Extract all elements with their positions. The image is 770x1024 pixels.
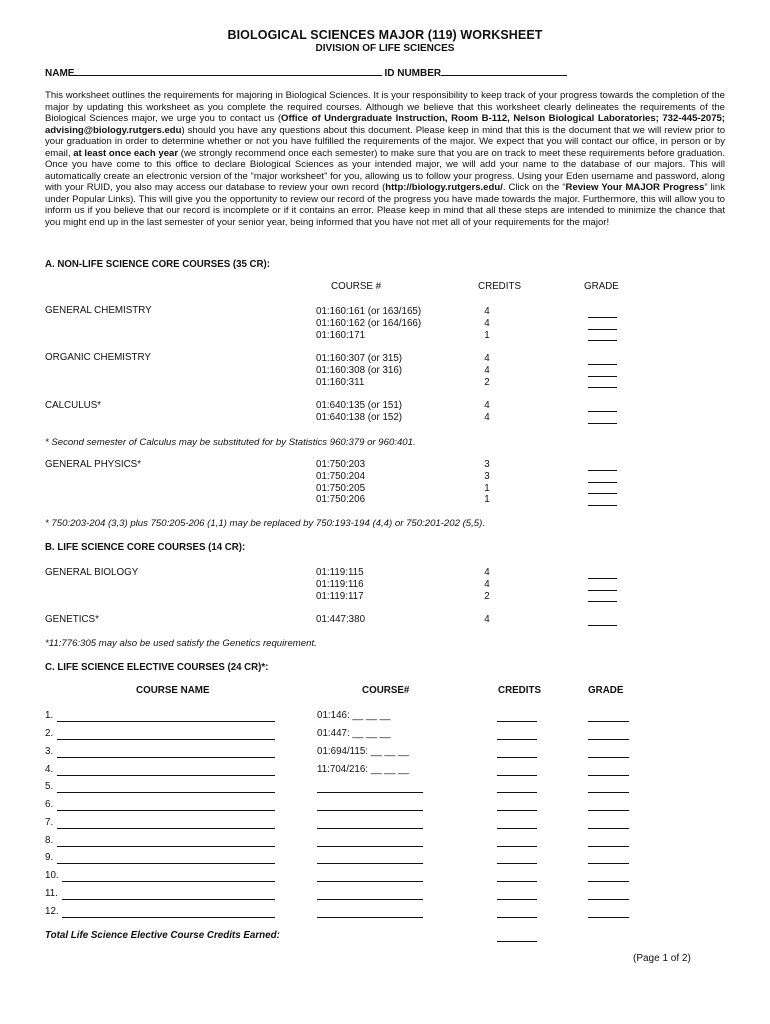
contact-info: Office of Undergraduate Instruction, Room B-112, Nelson Biological Laboratories; 732-445-2075; advising@biology.rutgers.edu [45,113,725,136]
grade-field[interactable] [588,471,617,483]
course-name-field[interactable] [57,817,275,829]
grade-field[interactable] [588,746,629,758]
course-number: 01:750:206 [316,494,366,506]
grade-field[interactable] [588,906,629,918]
elective-row [45,710,685,722]
course-number: 01:119:116 [316,578,364,590]
credits-field[interactable] [497,906,537,918]
intro-text-4: . Click on the “ [502,182,566,194]
course-number-field[interactable] [317,870,423,882]
course-number-field[interactable]: 01:694/115: __ __ __ [317,746,409,757]
course-number: 01:160:307 (or 315) [316,353,403,364]
col-credits-header: CREDITS [498,685,542,696]
intro-text-3: (we strongly recommend once each semester) to make sure that you are on track to meet these requirements before graduation. Once you have come to this office to declare Biological Sciences as your intended major, we will add your name to the database of our majors. This will automatically create an electronic version of the “major worksheet” for you, allowing us to follow your progress. Using your Eden username and password, along with your RUID, you also may access our database to review your own record ( [45,147,726,194]
elective-row [45,852,685,864]
website-link[interactable]: http://biology.rutgers.edu/ [385,182,503,194]
credits-general-chemistry [477,306,497,341]
course-name-field[interactable] [57,710,275,722]
grade-field[interactable] [588,888,629,900]
row-number: 9. [45,852,54,863]
course-number: 01:750:204 [316,470,366,482]
credits-field[interactable] [497,799,537,811]
elective-row [45,799,685,811]
course-number: 01:160:308 (or 316) [316,364,403,376]
total-credits-field[interactable] [497,930,537,942]
total-elective-credits-label: Total Life Science Elective Course Credits Earned: [45,930,280,941]
credit-value: 4 [484,614,490,625]
course-number: 01:160:171 [316,329,366,341]
section-a-title: A. NON-LIFE SCIENCE CORE COURSES (35 CR): [45,259,270,270]
course-group-genetics: GENETICS* [45,614,99,625]
credit-value: 2 [484,590,490,602]
course-number-field[interactable] [317,852,423,864]
grade-field[interactable] [588,835,629,847]
course-number: 01:447:380 [316,614,366,625]
credit-value: 3 [484,459,490,470]
course-name-field[interactable] [62,906,275,918]
credit-value: 1 [484,329,490,341]
course-group-organic-chemistry: ORGANIC CHEMISTRY [45,352,151,363]
course-list-general-chemistry [316,306,421,341]
course-name-field[interactable] [57,852,275,864]
course-group-calculus: CALCULUS* [45,400,102,411]
col-grade-header: GRADE [584,281,619,292]
credit-value: 4 [484,567,490,578]
course-group-general-chemistry: GENERAL CHEMISTRY [45,305,152,316]
grade-field[interactable] [588,318,617,330]
intro-text-5: ” link under Popular Links). This will give you the opportunity to review our record of the progress you have made towards the major. Furthermore, this will allow you to inform us if you believe that our record is incomplete or if it contains an error. Please keep in mind that all these steps are intended to minimize the chance that you might end up in the last semester of your senior year, being informed that you have not met all of your requirements for the major! [45,182,726,229]
grade-field[interactable] [588,728,629,740]
elective-row [45,888,685,900]
course-name-field[interactable] [62,870,275,882]
course-number: 01:640:135 (or 151) [316,400,403,411]
elective-row [45,817,685,829]
grade-field[interactable] [588,870,629,882]
course-number: 01:640:138 (or 152) [316,411,403,423]
grade-field[interactable] [588,306,617,318]
course-number-field[interactable]: 01:146: __ __ __ [317,710,391,721]
grade-fields-calculus [588,400,617,424]
elective-row [45,906,685,918]
course-number-field[interactable] [317,835,423,847]
genetics-footnote: *11:776:305 may also be used satisfy the Genetics requirement. [45,638,317,649]
course-number: 01:119:115 [316,567,364,578]
course-name-field[interactable] [57,728,275,740]
elective-row [45,764,685,776]
course-list-organic-chemistry [316,353,402,388]
row-number: 11. [45,888,58,899]
grade-fields-genetics [588,614,617,626]
credit-value: 1 [484,482,490,494]
col-course-number-header: COURSE# [362,685,410,696]
grade-field[interactable] [588,591,617,603]
intro-text-1: This worksheet outlines the requirements for majoring in Biological Sciences. It is your responsibility to keep track of your progress towards the completion of the major by updating this worksheet as you complete the required courses. Although we believe that this worksheet clearly delineates the requirements of the Biological Sciences major, we urge you to contact us ( [45,90,725,125]
credits-field[interactable] [497,835,537,847]
elective-row [45,746,685,758]
course-number-field[interactable] [317,781,423,793]
course-number-field[interactable]: 01:447: __ __ __ [317,728,391,739]
col-course-header: COURSE # [331,281,382,292]
credit-value: 4 [484,353,490,364]
course-list-general-physics [316,459,365,506]
intro-paragraph [45,90,725,229]
name-label: NAME [45,68,75,79]
grade-fields-organic-chemistry [588,353,617,388]
course-list-general-biology [316,567,364,602]
elective-row [45,781,685,793]
credit-value: 4 [484,400,490,411]
grade-field[interactable] [588,764,629,776]
grade-field[interactable] [588,377,617,389]
col-credits-header: CREDITS [478,281,522,292]
course-number-field[interactable] [317,817,423,829]
name-id-line [45,66,567,79]
grade-field[interactable] [588,579,617,591]
row-number: 8. [45,835,54,846]
elective-row [45,835,685,847]
course-list-calculus [316,400,402,424]
grade-fields-general-physics [588,459,617,506]
course-name-field[interactable] [57,764,275,776]
grade-field[interactable] [588,459,617,471]
course-number-field[interactable]: 11:704/216: __ __ __ [317,764,409,775]
credit-value: 2 [484,376,490,388]
course-name-field[interactable] [57,746,275,758]
physics-footnote: * 750:203-204 (3,3) plus 750:205-206 (1,1) may be replaced by 750:193-194 (4,4) or 750:201-202 (5,5). [45,518,486,529]
grade-field[interactable] [588,710,629,722]
grade-fields-general-biology [588,567,617,602]
credits-field[interactable] [497,852,537,864]
credits-calculus [477,400,497,424]
course-number: 01:750:205 [316,482,366,494]
row-number: 2. [45,728,54,739]
elective-row [45,728,685,740]
credit-value: 3 [484,470,490,482]
grade-field[interactable] [588,365,617,377]
grade-field[interactable] [588,494,617,506]
page-number: (Page 1 of 2) [633,953,691,964]
grade-field[interactable] [588,400,617,412]
credit-value: 1 [484,494,490,506]
row-number: 3. [45,746,54,757]
credits-field[interactable] [497,781,537,793]
credits-field[interactable] [497,817,537,829]
grade-field[interactable] [588,817,629,829]
credit-value: 4 [484,317,490,329]
grade-field[interactable] [588,483,617,495]
section-b-title: B. LIFE SCIENCE CORE COURSES (14 CR): [45,542,246,553]
course-name-field[interactable] [57,781,275,793]
credits-field[interactable] [497,888,537,900]
row-number: 10. [45,870,59,881]
grade-field[interactable] [588,567,617,579]
grade-field[interactable] [588,330,617,342]
frequency-emphasis: at least once each year [73,147,179,159]
course-number: 01:160:161 (or 163/165) [316,306,422,317]
course-number-field[interactable] [317,888,423,900]
page-subtitle: DIVISION OF LIFE SCIENCES [315,43,455,54]
course-number: 01:119:117 [316,590,364,602]
grade-field[interactable] [588,614,617,626]
credits-field[interactable] [497,728,537,740]
review-progress-link[interactable]: Review Your MAJOR Progress [565,182,705,194]
credit-value: 4 [484,364,490,376]
credits-field[interactable] [497,764,537,776]
grade-field[interactable] [588,412,617,424]
row-number: 5. [45,781,54,792]
course-list-genetics [316,614,365,626]
course-number-field[interactable] [317,799,423,811]
page-title: BIOLOGICAL SCIENCES MAJOR (119) WORKSHEET [227,28,543,42]
course-number-field[interactable] [317,906,423,918]
course-group-general-biology: GENERAL BIOLOGY [45,567,139,578]
credits-genetics [477,614,497,626]
grade-field[interactable] [588,852,629,864]
credits-field[interactable] [497,746,537,758]
credit-value: 4 [484,578,490,590]
grade-field[interactable] [588,799,629,811]
course-number: 01:750:203 [316,459,366,470]
row-number: 1. [45,710,54,721]
col-course-name-header: COURSE NAME [136,685,210,696]
name-field[interactable] [74,66,382,76]
grade-field[interactable] [588,353,617,365]
course-number: 01:160:311 [316,376,365,388]
credits-field[interactable] [497,870,537,882]
course-number: 01:160:162 (or 164/166) [316,317,422,329]
credits-general-biology [477,567,497,602]
course-group-general-physics: GENERAL PHYSICS* [45,459,142,470]
credits-field[interactable] [497,710,537,722]
grade-field[interactable] [588,781,629,793]
credit-value: 4 [484,411,490,423]
row-number: 6. [45,799,54,810]
course-name-field[interactable] [62,888,275,900]
credit-value: 4 [484,306,490,317]
course-name-field[interactable] [57,835,275,847]
row-number: 4. [45,764,54,775]
calculus-footnote: * Second semester of Calculus may be substituted for by Statistics 960:379 or 960:401. [45,437,416,448]
id-number-label: ID NUMBER [384,68,442,79]
course-name-field[interactable] [57,799,275,811]
row-number: 7. [45,817,54,828]
intro-text-2: ) should you have any questions about this document. Please keep in mind that this is the document that we will review prior to your graduation in order to determine whether or not you have fulfilled the requirements of the major. We expect that you will contact our office, in person or by email, [45,124,725,159]
col-grade-header: GRADE [588,685,624,696]
row-number: 12. [45,906,59,917]
credits-organic-chemistry [477,353,497,388]
section-c-title: C. LIFE SCIENCE ELECTIVE COURSES (24 CR)*: [45,662,269,673]
credits-general-physics [477,459,497,506]
grade-fields-general-chemistry [588,306,617,341]
id-number-field[interactable] [441,66,567,76]
elective-row [45,870,685,882]
